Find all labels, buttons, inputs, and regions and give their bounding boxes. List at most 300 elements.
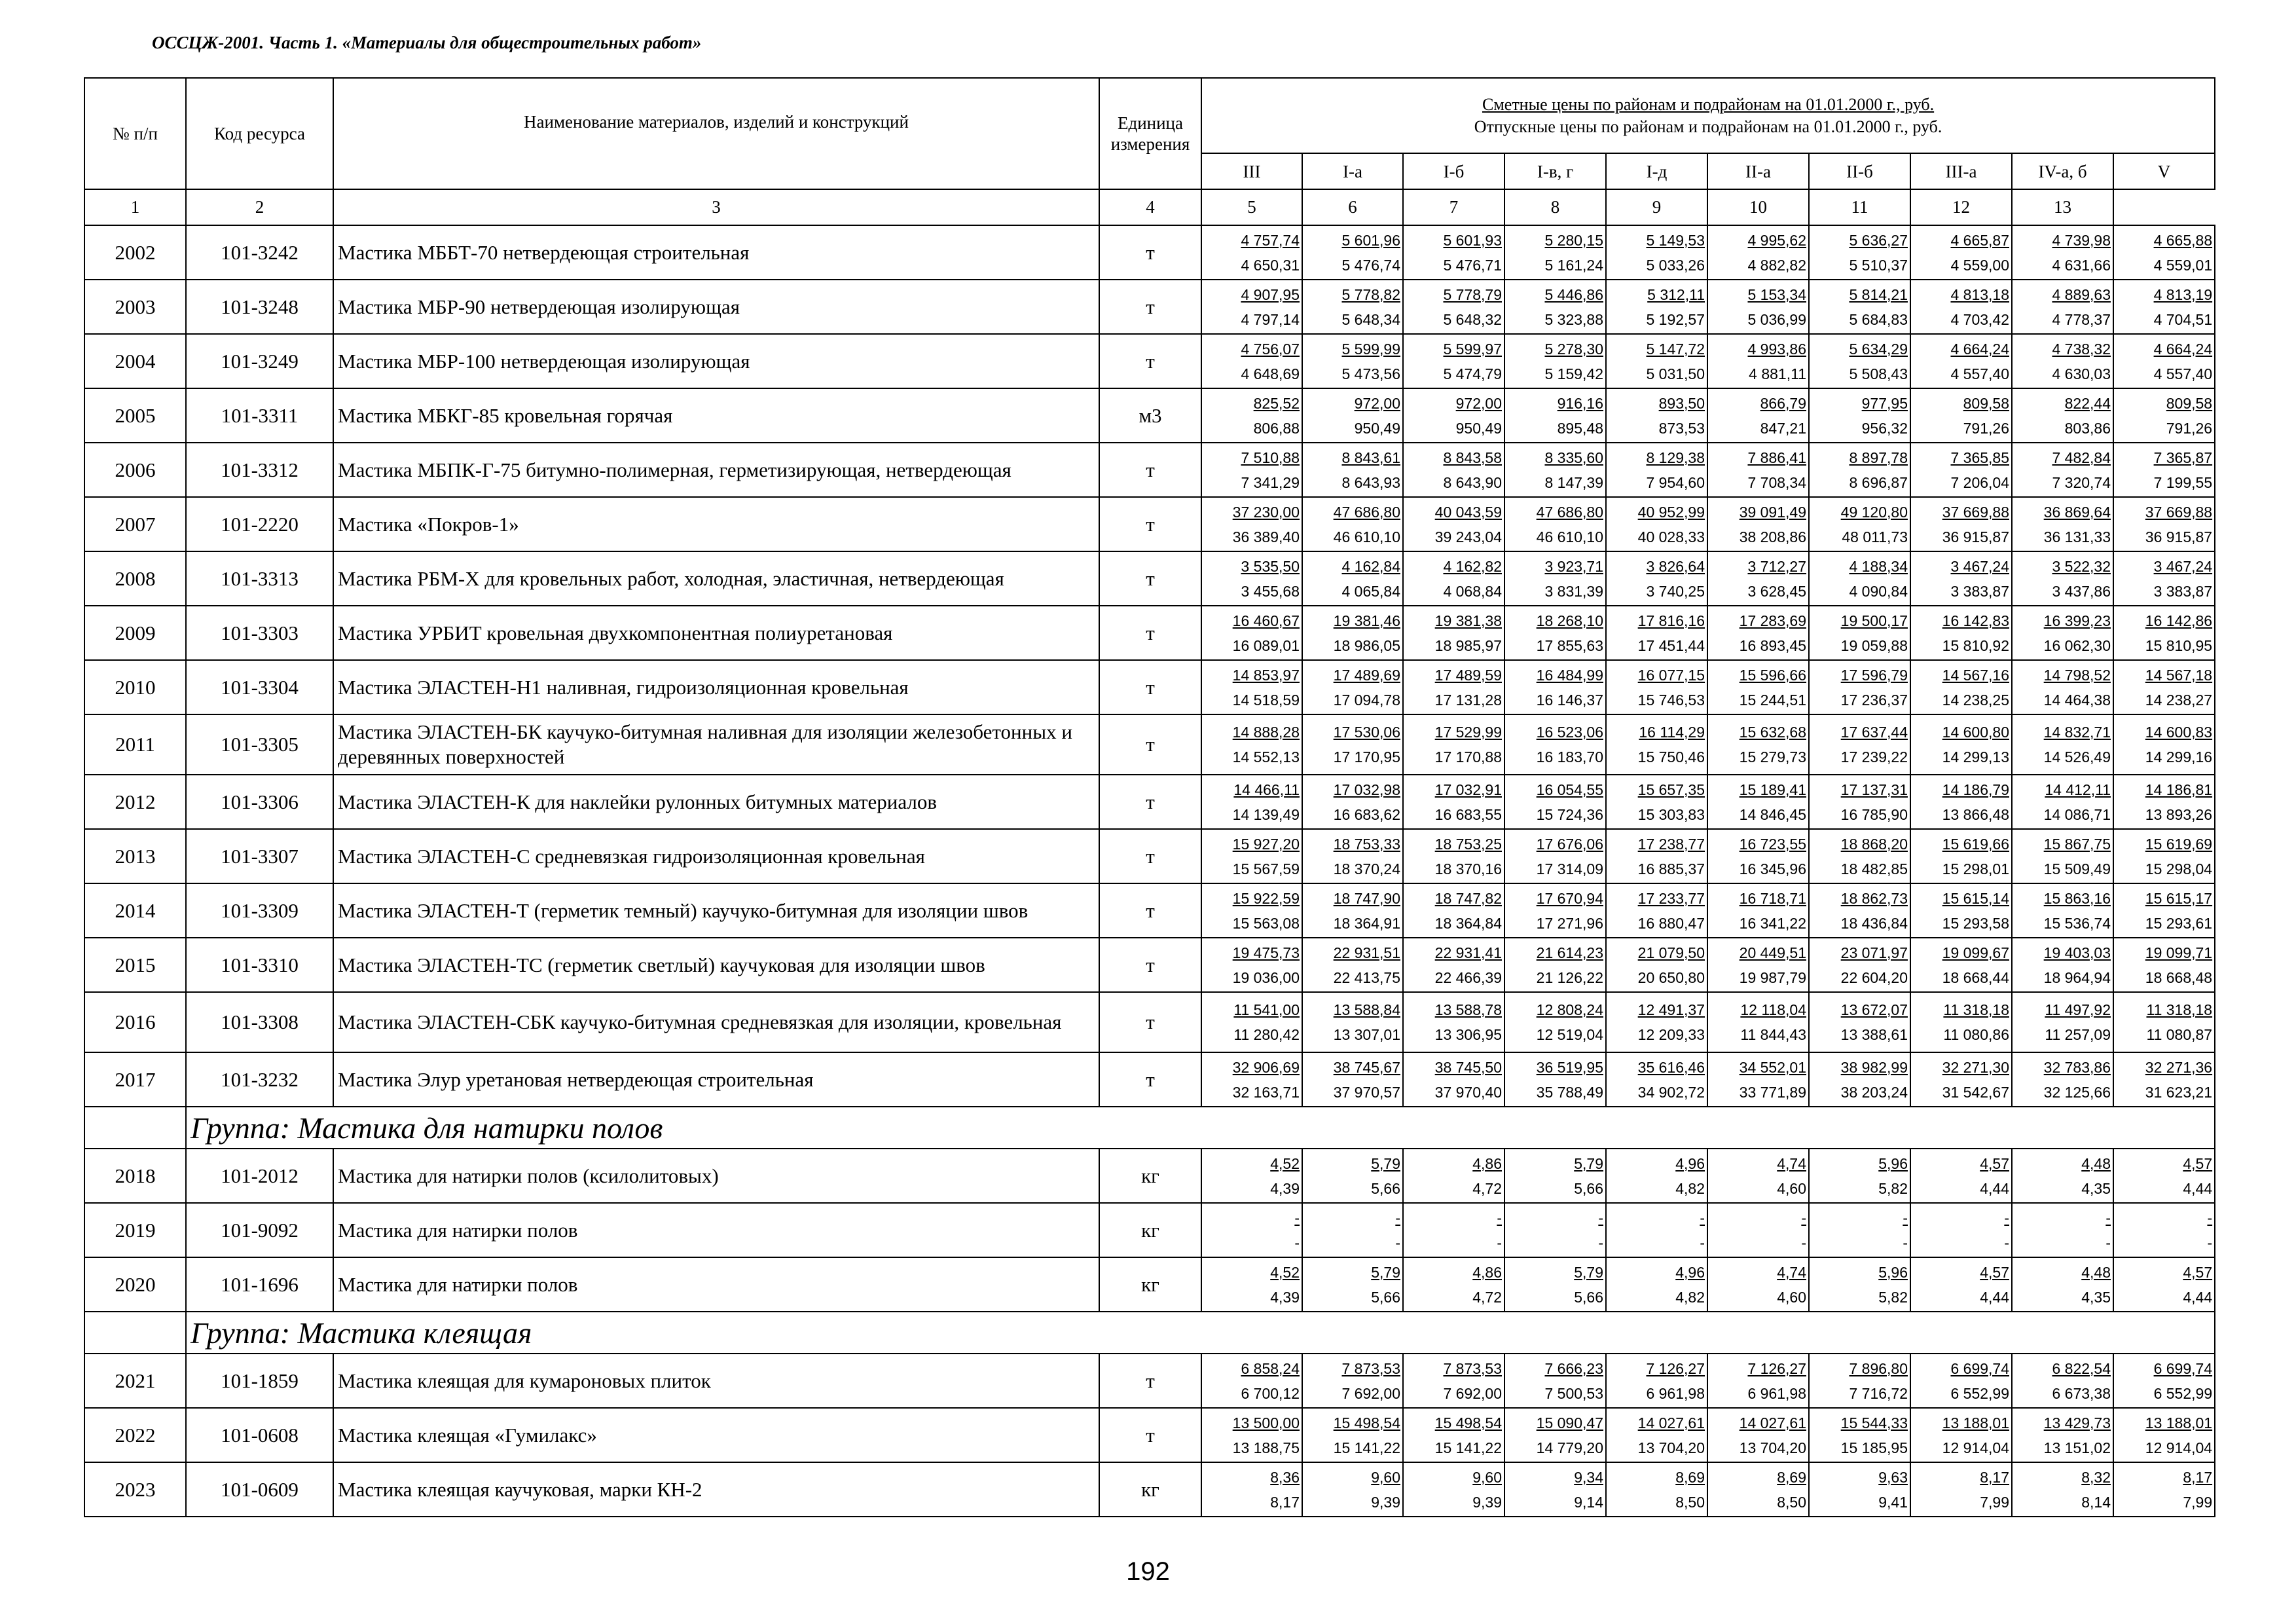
release-price: 8 643,93 [1341,473,1400,491]
unit: т [1099,1354,1201,1408]
estimate-price: 19 099,67 [1942,944,2009,961]
estimate-price: 37 669,88 [1942,503,2009,521]
unit: т [1099,829,1201,883]
price-cell [1910,714,2012,775]
estimate-price: 5 601,96 [1341,231,1400,249]
estimate-price: 17 489,69 [1333,666,1400,684]
estimate-price: 11 318,18 [2146,1001,2213,1018]
price-cell [1201,938,1302,992]
release-price: 5,82 [1878,1288,1908,1306]
estimate-price: 4 162,84 [1341,557,1400,575]
estimate-price: 4 665,87 [1950,231,2009,249]
column-numbers-row [84,189,2215,225]
estimate-price: 12 808,24 [1536,1001,1603,1018]
release-price: 3 383,87 [1950,582,2009,600]
price-cell [2012,497,2113,551]
estimate-price: 32 271,30 [1942,1058,2009,1076]
release-price: 12 914,04 [1942,1439,2009,1456]
material-name: Мастика ЭЛАСТЕН-К для наклейки рулонных битумных материалов [333,775,1099,829]
release-price: 5,82 [1878,1179,1908,1197]
estimate-price: 4,96 [1675,1154,1705,1172]
estimate-price: 18 268,10 [1536,612,1603,629]
material-name: Мастика МБР-90 нетвердеющая изолирующая [333,280,1099,334]
price-cell [1504,334,1606,388]
estimate-price: 7 126,27 [1747,1359,1806,1377]
estimate-price: 15 863,16 [2043,889,2111,907]
table-row [84,280,2215,334]
column-number: 9 [1606,189,1707,225]
estimate-price: 7 886,41 [1747,449,1806,466]
row-number: 2010 [84,660,186,714]
release-price: 5 508,43 [1849,365,1908,382]
resource-code: 101-3242 [186,225,333,280]
price-cell [1809,1257,1910,1312]
release-price: 4 778,37 [2052,310,2111,328]
estimate-price: 3 467,24 [1950,557,2009,575]
material-name: Мастика ЭЛАСТЕН-Т (герметик темный) каучуко-битумная для изоляции швов [333,883,1099,938]
table-row [84,714,2215,775]
price-cell [1201,992,1302,1052]
estimate-price: 18 747,90 [1333,889,1400,907]
price-cell [1910,388,2012,443]
estimate-price: 13 429,73 [2043,1414,2111,1431]
price-cell [2113,992,2215,1052]
estimate-price: 5,79 [1371,1154,1400,1172]
price-cell [1302,606,1403,660]
price-cell [1504,225,1606,280]
estimate-price: 14 412,11 [2045,781,2111,798]
row-number: 2004 [84,334,186,388]
column-number: 13 [2012,189,2113,225]
release-price: 36 131,33 [2043,528,2111,545]
price-cell [1707,775,1809,829]
estimate-price: 8 129,38 [1646,449,1705,466]
resource-code: 101-3303 [186,606,333,660]
release-price: 38 208,86 [1739,528,1806,545]
estimate-price: 14 832,71 [2043,724,2111,741]
header-region: II-а [1707,153,1809,189]
price-cell [2113,443,2215,497]
price-cell [1201,388,1302,443]
release-price: 4 559,00 [1950,256,2009,274]
header-num: № п/п [84,78,186,189]
release-price: 13 151,02 [2043,1439,2111,1456]
row-number: 2019 [84,1203,186,1257]
release-price: 8 147,39 [1544,473,1603,491]
estimate-price: 5,79 [1574,1263,1603,1281]
estimate-price: 40 952,99 [1637,503,1705,521]
price-cell [1809,388,1910,443]
estimate-price: 15 090,47 [1536,1414,1603,1431]
release-price: 14 086,71 [2043,805,2111,823]
price-cell [1504,1052,1606,1107]
estimate-price: 19 381,38 [1434,612,1502,629]
release-price: 9,39 [1472,1493,1502,1511]
group-spacer [84,1312,186,1354]
price-cell [2012,1203,2113,1257]
release-price: 13 388,61 [1840,1026,1908,1043]
price-cell [1504,1257,1606,1312]
release-price: 20 650,80 [1637,969,1705,986]
row-number: 2016 [84,992,186,1052]
release-price: 4,60 [1777,1288,1806,1306]
estimate-price: 4,74 [1777,1154,1806,1172]
release-price: 4 704,51 [2153,310,2213,328]
release-price: 17 239,22 [1840,748,1908,766]
table-row [84,1052,2215,1107]
estimate-price: 6 699,74 [1950,1359,2009,1377]
release-price: 37 970,57 [1333,1083,1400,1101]
estimate-price: 4,48 [2081,1154,2111,1172]
release-price: 956,32 [1861,419,1908,437]
release-price: 15 810,92 [1942,637,2009,654]
release-price: 16 146,37 [1536,691,1603,709]
resource-code: 101-3304 [186,660,333,714]
estimate-price: - [2004,1209,2009,1227]
table-row [84,992,2215,1052]
price-cell [1606,443,1707,497]
release-price: 7 954,60 [1646,473,1705,491]
release-price: 4,44 [2183,1288,2213,1306]
estimate-price: 809,58 [1963,394,2009,412]
price-cell [1302,1257,1403,1312]
header-region: I-д [1606,153,1707,189]
table-row [84,775,2215,829]
estimate-price: 7 365,85 [1950,449,2009,466]
resource-code: 101-1696 [186,1257,333,1312]
unit: т [1099,225,1201,280]
estimate-price: 47 686,80 [1536,503,1603,521]
release-price: 4,39 [1270,1179,1300,1197]
release-price: 17 855,63 [1536,637,1603,654]
price-cell [1809,938,1910,992]
release-price: 4 065,84 [1341,582,1400,600]
resource-code: 101-3307 [186,829,333,883]
release-price: - [1700,1234,1705,1251]
release-price: 18 364,84 [1434,914,1502,932]
estimate-price: 19 403,03 [2043,944,2111,961]
resource-code: 101-3306 [186,775,333,829]
estimate-price: 4,52 [1270,1154,1300,1172]
price-cell [1809,497,1910,551]
price-cell [1403,280,1504,334]
price-cell [1504,829,1606,883]
estimate-price: 37 669,88 [2145,503,2213,521]
unit: т [1099,883,1201,938]
release-price: 806,88 [1253,419,1300,437]
price-cell [1504,1149,1606,1203]
price-cell [1809,883,1910,938]
estimate-price: 4,57 [1980,1263,2009,1281]
estimate-price: 5 814,21 [1849,286,1908,303]
estimate-price: 4 188,34 [1849,557,1908,575]
estimate-price: 19 099,71 [2145,944,2213,961]
row-number: 2003 [84,280,186,334]
estimate-price: 16 484,99 [1536,666,1603,684]
unit: кг [1099,1257,1201,1312]
price-cell [1302,660,1403,714]
row-number: 2023 [84,1462,186,1517]
price-cell [1707,1408,1809,1462]
release-price: 17 170,95 [1333,748,1400,766]
row-number: 2014 [84,883,186,938]
estimate-price: 6 699,74 [2153,1359,2213,1377]
price-cell [1910,1203,2012,1257]
release-price: 847,21 [1760,419,1806,437]
price-cell [1302,280,1403,334]
table-body [84,225,2215,1517]
price-table [84,77,2215,1517]
column-number: 12 [1910,189,2012,225]
row-number: 2015 [84,938,186,992]
release-price: 5,66 [1371,1179,1400,1197]
estimate-price: 866,79 [1760,394,1806,412]
price-cell [1809,1462,1910,1517]
release-price: 5 159,42 [1544,365,1603,382]
estimate-price: 15 619,66 [1942,835,2009,853]
estimate-price: 4 756,07 [1241,340,1300,358]
estimate-price: 8,17 [1980,1468,2009,1486]
unit: кг [1099,1149,1201,1203]
release-price: 15 536,74 [2043,914,2111,932]
resource-code: 101-3305 [186,714,333,775]
price-cell [1707,883,1809,938]
estimate-price: 7 666,23 [1544,1359,1603,1377]
estimate-price: 14 186,79 [1942,781,2009,798]
release-price: 803,86 [2064,419,2111,437]
unit: т [1099,1408,1201,1462]
estimate-price: 822,44 [2064,394,2111,412]
release-price: 5 474,79 [1443,365,1502,382]
price-cell [1707,388,1809,443]
estimate-price: 9,34 [1574,1468,1603,1486]
estimate-price: 7 896,80 [1849,1359,1908,1377]
price-cell [1302,883,1403,938]
estimate-price: 7 126,27 [1646,1359,1705,1377]
release-price: 4,44 [1980,1179,2009,1197]
release-price: 4,44 [2183,1179,2213,1197]
estimate-price: 13 188,01 [2145,1414,2213,1431]
resource-code: 101-0608 [186,1408,333,1462]
estimate-price: 32 906,69 [1232,1058,1300,1076]
estimate-price: 3 923,71 [1544,557,1603,575]
release-price: 791,26 [2166,419,2213,437]
release-price: 7 341,29 [1241,473,1300,491]
estimate-price: 23 071,97 [1840,944,1908,961]
price-cell [2012,1354,2113,1408]
price-cell [1910,497,2012,551]
release-price: 4 559,01 [2153,256,2213,274]
estimate-price: 16 723,55 [1739,835,1806,853]
estimate-price: 4,86 [1472,1154,1502,1172]
price-cell [1504,443,1606,497]
price-cell [1302,1052,1403,1107]
release-price: 9,41 [1878,1493,1908,1511]
release-price: 36 915,87 [2145,528,2213,545]
row-number: 2020 [84,1257,186,1312]
price-cell [1910,280,2012,334]
table-row [84,1203,2215,1257]
price-cell [1302,829,1403,883]
release-price: 17 271,96 [1536,914,1603,932]
release-price: 15 293,61 [2145,914,2213,932]
material-name: Мастика ЭЛАСТЕН-Н1 наливная, гидроизоляционная кровельная [333,660,1099,714]
column-number: 8 [1504,189,1606,225]
price-cell [2113,938,2215,992]
resource-code: 101-3308 [186,992,333,1052]
unit: кг [1099,1203,1201,1257]
estimate-price: 18 747,82 [1434,889,1502,907]
price-cell [1201,606,1302,660]
price-cell [1504,551,1606,606]
estimate-price: 6 822,54 [2052,1359,2111,1377]
row-number: 2011 [84,714,186,775]
estimate-price: 14 186,81 [2145,781,2213,798]
estimate-price: 5 778,82 [1341,286,1400,303]
column-number: 7 [1403,189,1504,225]
price-cell [1403,1203,1504,1257]
price-cell [1201,1462,1302,1517]
estimate-price: 4 813,18 [1950,286,2009,303]
material-name: Мастика МБР-100 нетвердеющая изолирующая [333,334,1099,388]
release-price: 15 185,95 [1840,1439,1908,1456]
header-region: III [1201,153,1302,189]
price-cell [1707,714,1809,775]
release-price: 13 306,95 [1434,1026,1502,1043]
release-price: 6 700,12 [1241,1384,1300,1402]
price-cell [1606,714,1707,775]
estimate-price: 4,52 [1270,1263,1300,1281]
release-price: 7 716,72 [1849,1384,1908,1402]
header-unit: Единица измерения [1099,78,1201,189]
price-cell [1201,660,1302,714]
release-price: 4 703,42 [1950,310,2009,328]
price-cell [1707,443,1809,497]
release-price: 873,53 [1658,419,1705,437]
release-price: 18 436,84 [1840,914,1908,932]
estimate-price: 4 907,95 [1241,286,1300,303]
estimate-price: 4 889,63 [2052,286,2111,303]
release-price: 15 298,01 [1942,860,2009,877]
release-price: 4 797,14 [1241,310,1300,328]
release-price: 7 692,00 [1443,1384,1502,1402]
release-price: 8,14 [2081,1493,2111,1511]
price-cell [2113,829,2215,883]
price-cell [1302,388,1403,443]
price-cell [1201,443,1302,497]
unit: т [1099,714,1201,775]
release-price: 15 244,51 [1739,691,1806,709]
release-price: 6 552,99 [2153,1384,2213,1402]
estimate-price: 15 927,20 [1232,835,1300,853]
price-cell [1606,660,1707,714]
release-price: 4 090,84 [1849,582,1908,600]
estimate-price: 11 541,00 [1233,1001,1300,1018]
material-name: Мастика ЭЛАСТЕН-СБК каучуко-битумная средневязкая для изоляции, кровельная [333,992,1099,1052]
price-cell [1302,938,1403,992]
row-number: 2002 [84,225,186,280]
row-number: 2012 [84,775,186,829]
price-cell [1809,1354,1910,1408]
price-cell [1809,334,1910,388]
estimate-price: 14 567,16 [1942,666,2009,684]
price-cell [1201,775,1302,829]
release-price: 19 059,88 [1840,637,1908,654]
estimate-price: 32 271,36 [2145,1058,2213,1076]
price-cell [1809,1149,1910,1203]
estimate-price: 977,95 [1861,394,1908,412]
estimate-price: 21 614,23 [1536,944,1603,961]
release-price: 5 510,37 [1849,256,1908,274]
price-cell [1504,497,1606,551]
release-price: 37 970,40 [1434,1083,1502,1101]
estimate-price: 4,57 [1980,1154,2009,1172]
price-cell [1302,1462,1403,1517]
price-cell [1910,225,2012,280]
price-cell [1201,225,1302,280]
group-row [84,1107,2215,1149]
release-price: 11 280,42 [1233,1026,1300,1043]
release-price: 17 451,44 [1637,637,1705,654]
release-price: 4,35 [2081,1179,2111,1197]
estimate-price: 13 588,84 [1333,1001,1400,1018]
estimate-price: 18 862,73 [1840,889,1908,907]
price-cell [1201,829,1302,883]
price-cell [1403,606,1504,660]
price-cell [2113,1354,2215,1408]
estimate-price: 16 142,86 [2145,612,2213,629]
price-cell [1606,280,1707,334]
material-name: Мастика МБПК-Г-75 битумно-полимерная, герметизирующая, нетвердеющая [333,443,1099,497]
price-cell [1302,1149,1403,1203]
release-price: 39 243,04 [1434,528,1502,545]
release-price: 895,48 [1557,419,1603,437]
price-cell [2012,992,2113,1052]
release-price: 15 810,95 [2145,637,2213,654]
unit: кг [1099,1462,1201,1517]
price-cell [1302,992,1403,1052]
release-price: 14 779,20 [1536,1439,1603,1456]
estimate-price: 15 657,35 [1637,781,1705,798]
estimate-price: 15 615,17 [2145,889,2213,907]
price-cell [2012,551,2113,606]
release-price: 15 746,53 [1637,691,1705,709]
estimate-price: 4,96 [1675,1263,1705,1281]
price-cell [1707,660,1809,714]
release-price: - [1903,1234,1908,1251]
price-cell [1504,883,1606,938]
price-cell [1201,1354,1302,1408]
material-name: Мастика РБМ-Х для кровельных работ, холодная, эластичная, нетвердеющая [333,551,1099,606]
price-cell [1403,1462,1504,1517]
estimate-price: 4 162,82 [1443,557,1502,575]
estimate-price: 8 843,61 [1341,449,1400,466]
column-number: 1 [84,189,186,225]
estimate-price: 15 544,33 [1840,1414,1908,1431]
estimate-price: - [1395,1209,1400,1227]
price-cell [2113,1149,2215,1203]
price-cell [1606,1149,1707,1203]
estimate-price: 17 676,06 [1536,835,1603,853]
estimate-price: 17 137,31 [1840,781,1908,798]
estimate-price: 14 027,61 [1637,1414,1705,1431]
release-price: 5 031,50 [1646,365,1705,382]
estimate-price: 4,57 [2183,1154,2213,1172]
price-cell [1910,1257,2012,1312]
price-cell [2012,1257,2113,1312]
release-price: 13 893,26 [2145,805,2213,823]
price-cell [2113,225,2215,280]
